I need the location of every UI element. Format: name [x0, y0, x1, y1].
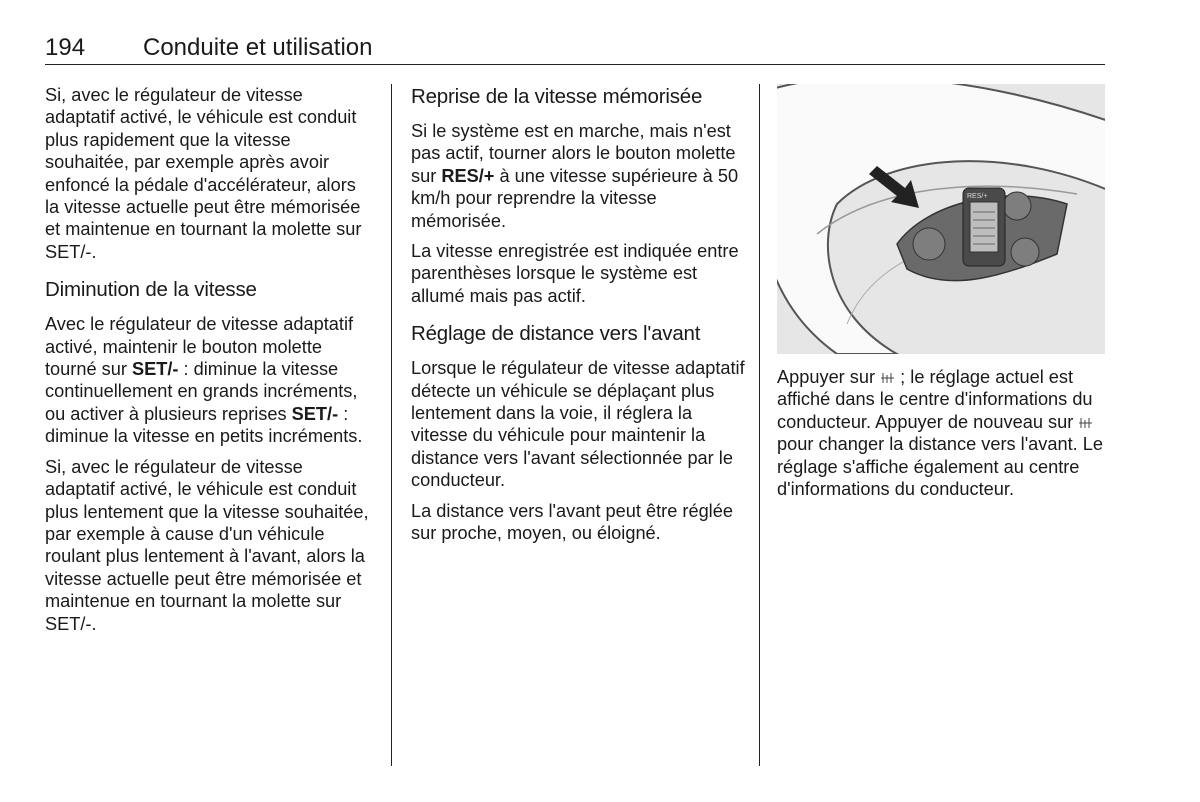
heading-reprise: Reprise de la vitesse mémorisée: [411, 85, 703, 108]
paragraph: La distance vers l'avant peut être réglée sur proche, moyen, ou éloigné.: [411, 500, 733, 544]
paragraph: Si, avec le régulateur de vitesse adaptatif activé, le véhicule est conduit plus lentement que la vitesse souhaitée, par exemple à cause d'un véhicule roulant plus lentement à l'avant, alors la vitesse actuelle peut être mémorisée et maintenue en tournant la molette sur SET/-.: [45, 456, 369, 634]
steering-wheel-drawing: [777, 84, 1105, 354]
paragraph: Avec le régulateur de vitesse adaptatif activé, maintenir le bouton molette tourné sur SET/- : diminue la vitesse continuellement en grands incréments, ou activer à plusieurs reprises SET/- : diminue la vitesse en petits incréments.: [45, 314, 363, 447]
steering-wheel-illustration: [777, 84, 1105, 354]
column-1: [45, 84, 375, 643]
heading-diminution: Diminution de la vitesse: [45, 278, 257, 302]
paragraph: Si, avec le régulateur de vitesse adaptatif activé, le véhicule est conduit plus rapidement que la vitesse souhaitée, par exemple après avoir enfoncé la pédale d'accélérateur, alors la vitesse actuelle peut être mémorisée et maintenue en tournant la molette sur SET/-.: [45, 85, 362, 262]
paragraph: Appuyer sur ; le réglage actuel est affiché dans le centre d'informations du conducteur. Appuyer de nouveau sur pour changer la distance vers l'avant. Le réglage s'affiche également au centre d'informations du conducteur.: [777, 367, 1103, 500]
heading-reglage: Réglage de distance vers l'avant: [411, 322, 701, 346]
paragraph: La vitesse enregistrée est indiquée entre parenthèses lorsque le système est allumé mais pas actif.: [411, 241, 739, 306]
follow-distance-icon: [880, 372, 895, 384]
res-label: RES/+: [967, 193, 988, 200]
paragraph: Si le système est en marche, mais n'est pas actif, tourner alors le bouton molette sur RES/+ à une vitesse supérieure à 50 km/h pour reprendre la vitesse mémorisée.: [411, 121, 739, 231]
column-2: [411, 84, 746, 553]
column-divider: [759, 84, 760, 766]
column-divider: [391, 84, 392, 766]
column-3: [777, 366, 1107, 508]
follow-distance-icon: [1078, 417, 1093, 429]
section-title: Conduite et utilisation: [143, 34, 373, 61]
page-number: 194: [45, 34, 86, 61]
page-header: [45, 34, 1105, 65]
paragraph: Lorsque le régulateur de vitesse adaptatif détecte un véhicule se déplaçant plus lentement dans la voie, il réglera la vitesse du véhicule pour maintenir la distance vers l'avant sélectionnée par le conducteur.: [411, 358, 745, 491]
